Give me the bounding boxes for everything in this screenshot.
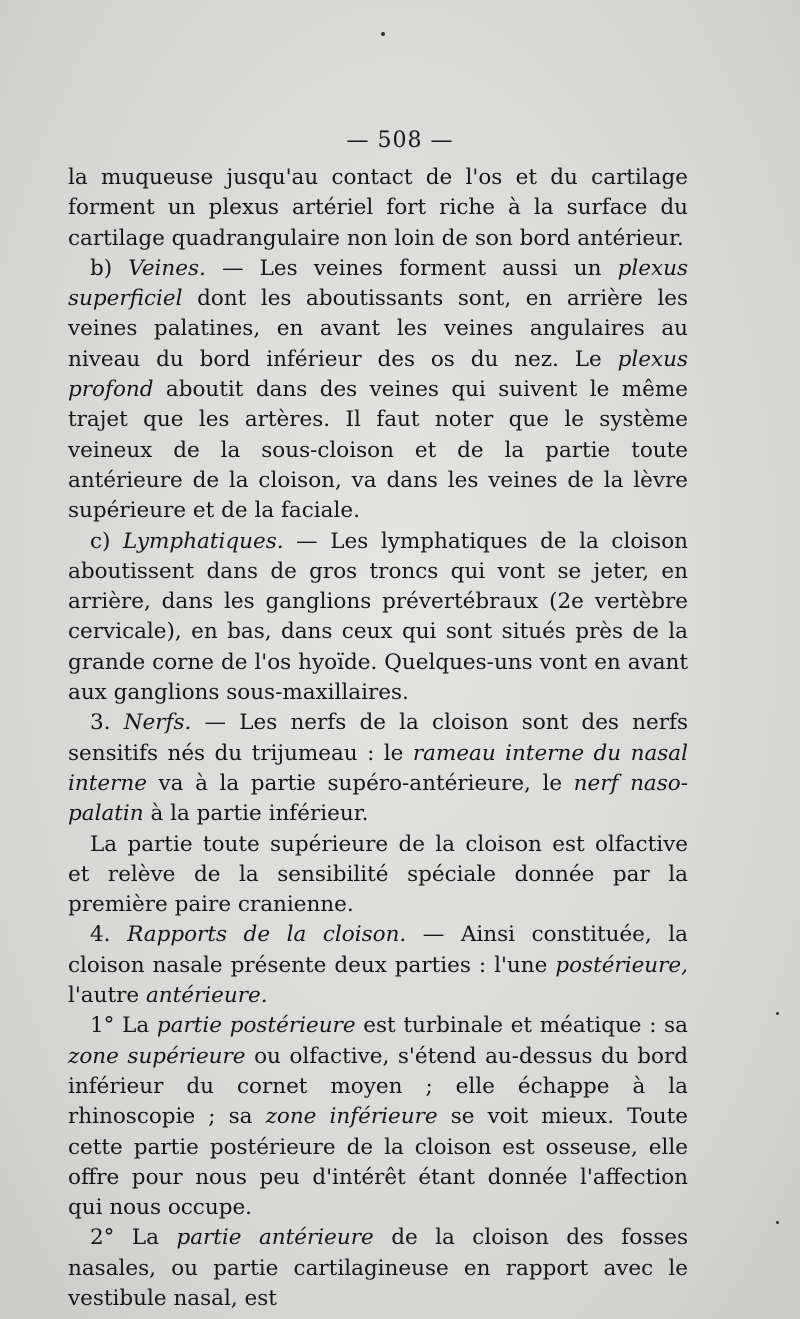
emphasis-term: plexus superficiel	[68, 255, 688, 312]
emphasis-term: zone supérieure	[68, 1043, 246, 1069]
paragraph-nerfs	[68, 708, 688, 829]
text-segment: 2° La	[90, 1225, 177, 1251]
section-heading-nerfs: Nerfs.	[123, 710, 192, 736]
text-segment: b)	[90, 255, 129, 281]
text-segment: va à la partie supéro-antérieure, le	[146, 770, 574, 796]
text-segment: l'autre	[68, 983, 146, 1009]
emphasis-term: postérieure,	[555, 952, 688, 978]
text-segment: — Les veines forment aussi un	[205, 255, 618, 281]
text-segment: 1° La	[90, 1013, 157, 1039]
text-segment: 3.	[90, 710, 124, 736]
paragraph-lymphatiques	[68, 527, 688, 709]
text-segment: c)	[90, 528, 123, 554]
text-segment: — Les nerfs de la cloison sont des nerfs sensitifs nés du trijumeau : le	[68, 710, 688, 766]
emphasis-term: zone inférieure	[265, 1104, 438, 1130]
text-segment: de la cloison des fosses nasales, ou partie cartilagineuse en rapport avec le vestibule nasal, est	[68, 1225, 688, 1311]
paragraph	[68, 830, 688, 921]
section-heading-lymphatiques: Lymphatiques.	[123, 528, 284, 554]
emphasis-term: plexus profond	[68, 346, 688, 403]
text-segment: est turbinale et méatique : sa	[355, 1013, 689, 1039]
emphasis-term: partie antérieure	[176, 1225, 374, 1251]
emphasis-term: rameau interne du nasal interne	[68, 740, 688, 796]
page-number: — 508 —	[346, 128, 454, 153]
text-segment: la muqueuse jusqu'au contact de l'os et du cartilage forment un plexus artériel fort riche à la surface du cartilage quadrangulaire non loin de son bord antérieur.	[68, 165, 688, 251]
text-segment: — Ainsi constituée, la cloison nasale présente deux parties : l'une	[68, 922, 688, 978]
print-speck	[776, 1012, 779, 1015]
text-segment: aboutit dans des veines qui suivent le même trajet que les artères. Il faut noter que le système veineux de la sous-cloison et de la partie toute antérieure de la cloison, va dans les veines de la lèvre supérieure et de la faciale.	[68, 377, 688, 524]
text-segment: dont les aboutissants sont, en arrière les veines palatines, en avant les veines angulaires au niveau du bord inférieur des os du nez. Le	[68, 286, 688, 372]
paragraph-partie-posterieure	[68, 1011, 688, 1223]
text-segment: ou olfactive, s'étend au-dessus du bord inférieur du cornet moyen ; elle échappe à la rhinoscopie ; sa	[68, 1043, 688, 1130]
emphasis-term: partie postérieure	[156, 1013, 356, 1039]
paragraph-veines	[68, 254, 688, 527]
body-text	[68, 163, 688, 1314]
text-segment: — Les lymphatiques de la cloison aboutissent dans de gros troncs qui vont se jeter, en arrière, dans les ganglions prévertébraux (2e vertèbre cervicale), en bas, dans ceux qui sont situés près de la grande corne de l'os hyoïde. Quelques-uns vont en avant aux ganglions sous-maxillaires.	[68, 528, 688, 706]
text-segment: se voit mieux. Toute cette partie postérieure de la cloison est osseuse, elle offre pour nous peu d'intérêt étant donnée l'affection qui nous occupe.	[68, 1104, 688, 1221]
section-heading-rapports: Rapports de la cloison.	[127, 922, 407, 948]
paragraph	[68, 163, 688, 254]
emphasis-term: nerf naso-palatin	[68, 770, 688, 827]
text-segment: La partie toute supérieure de la cloison est olfactive et relève de la sensibilité spéciale donnée par la première paire cranienne.	[68, 831, 688, 918]
text-segment: 4.	[90, 922, 128, 948]
print-speck	[381, 32, 385, 36]
paragraph-rapports	[68, 920, 688, 1011]
section-heading-veines: Veines.	[128, 255, 206, 281]
print-speck	[776, 1221, 779, 1224]
emphasis-term: antérieure.	[145, 983, 268, 1009]
paragraph-partie-anterieure	[68, 1223, 688, 1314]
text-segment: à la partie inférieur.	[143, 801, 369, 827]
